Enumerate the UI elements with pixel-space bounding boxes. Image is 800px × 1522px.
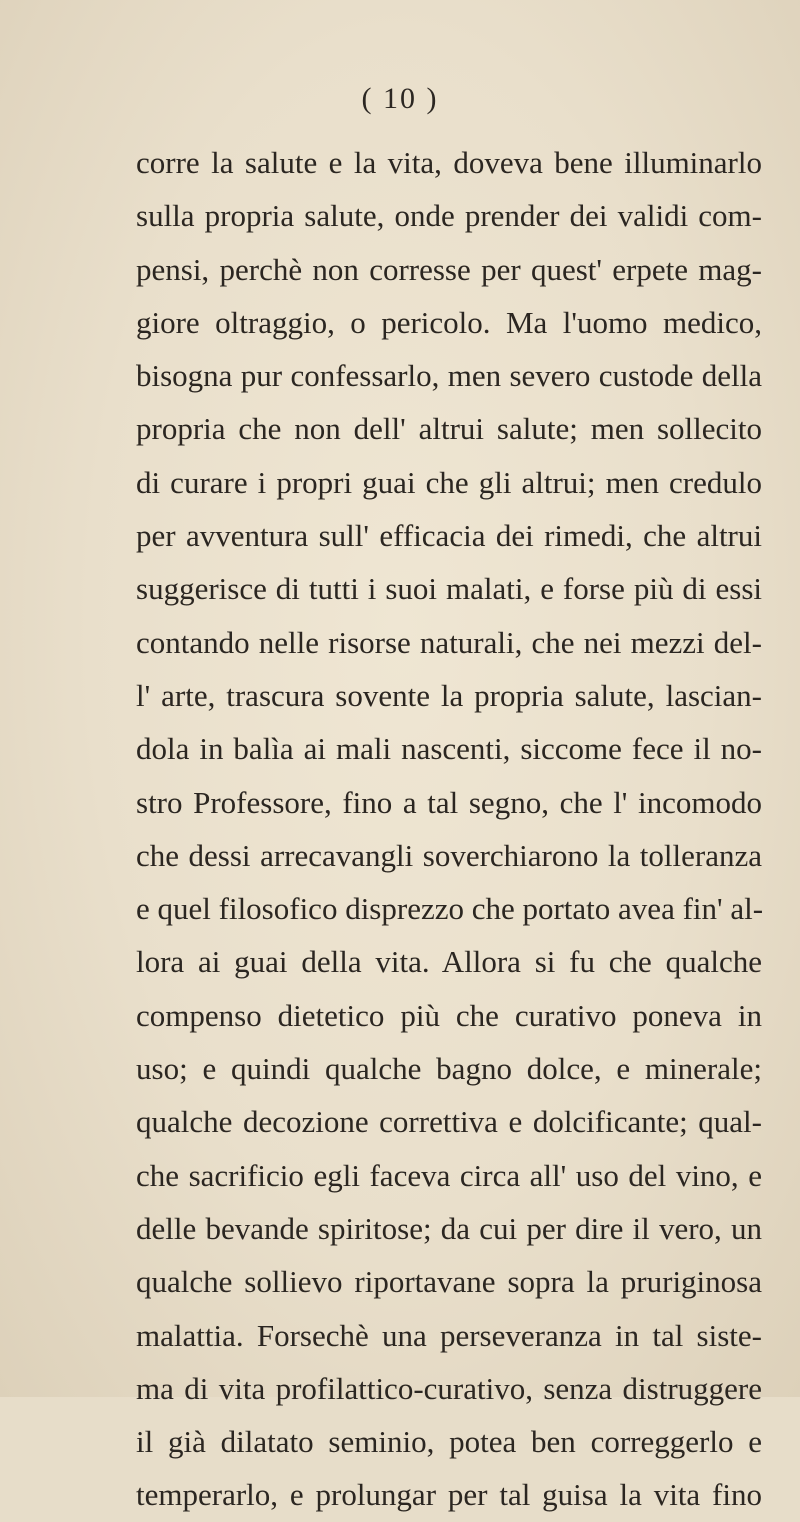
text-line: il già dilatato seminio, potea ben correggerlo e bbox=[136, 1424, 762, 1460]
text-line: dola in balìa ai mali nascenti, siccome fece il no- bbox=[136, 731, 762, 767]
text-line: lora ai guai della vita. Allora si fu che qualche bbox=[136, 944, 762, 980]
text-line: contando nelle risorse naturali, che nei mezzi del- bbox=[136, 624, 762, 660]
page-number: ( 10 ) bbox=[361, 82, 439, 115]
text-line: giore oltraggio, o pericolo. Ma l'uomo medico, bbox=[136, 304, 762, 340]
text-line: di curare i propri guai che gli altrui; men credulo bbox=[136, 464, 762, 500]
text-line: corre la salute e la vita, doveva bene illuminarlo bbox=[136, 145, 762, 180]
text-line: stro Professore, fino a tal segno, che l' incomodo bbox=[136, 784, 762, 820]
text-line: che dessi arrecavangli soverchiarono la tolleranza bbox=[136, 837, 762, 873]
text-line: e quel filosofico disprezzo che portato avea fin' al- bbox=[136, 891, 764, 927]
text-line: bisogna pur confessarlo, men severo custode della bbox=[136, 358, 762, 394]
text-line: per avventura sull' efficacia dei rimedi, che altrui bbox=[136, 518, 762, 554]
text-line: suggerisce di tutti i suoi malati, e forse più di essi bbox=[136, 571, 762, 607]
text-line: qualche sollievo riportavane sopra la pruriginosa bbox=[136, 1264, 762, 1300]
text-line: ma di vita profilattico-curativo, senza distruggere bbox=[136, 1370, 762, 1406]
text-line: delle bevande spiritose; da cui per dire il vero, un bbox=[136, 1210, 762, 1246]
text-line: malattia. Forsechè una perseveranza in tal siste- bbox=[136, 1317, 762, 1353]
text-line: che sacrificio egli faceva circa all' uso del vino, e bbox=[136, 1157, 762, 1193]
text-line: temperarlo, e prolungar per tal guisa la vita fino bbox=[136, 1477, 762, 1513]
text-line: uso; e quindi qualche bagno dolce, e minerale; bbox=[136, 1051, 762, 1087]
text-line: sulla propria salute, onde prender dei validi com- bbox=[136, 198, 762, 234]
text-line: pensi, perchè non corresse per quest' erpete mag- bbox=[136, 251, 762, 287]
text-line: propria che non dell' altrui salute; men sollecito bbox=[136, 411, 762, 447]
text-line: l' arte, trascura sovente la propria salute, lascian- bbox=[136, 677, 762, 713]
text-line: compenso dietetico più che curativo poneva in bbox=[136, 997, 762, 1033]
body-text bbox=[136, 136, 762, 1522]
text-line: qualche decozione correttiva e dolcificante; qual- bbox=[136, 1104, 762, 1140]
